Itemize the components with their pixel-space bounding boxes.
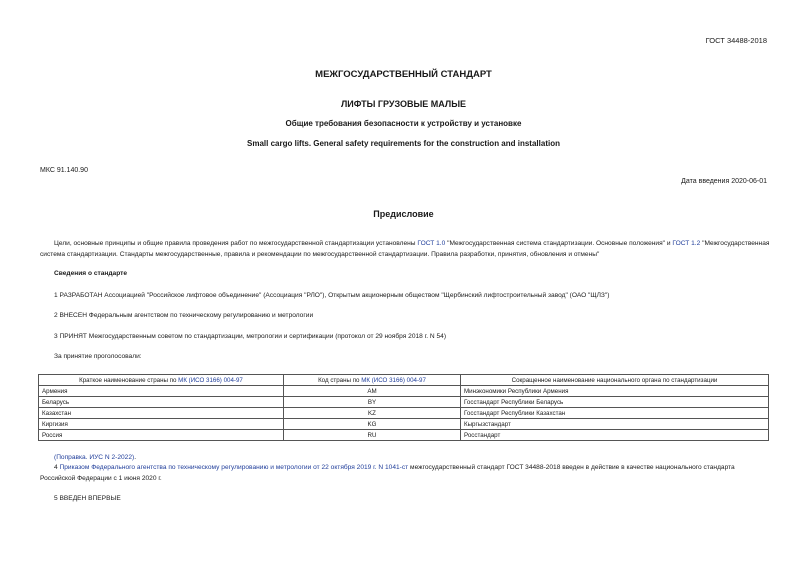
amendment-link[interactable]: (Поправка. ИУС N 2-2022)	[54, 454, 135, 461]
country-cell: Армения	[39, 386, 284, 397]
table-row	[39, 419, 769, 430]
country-code-cell: RU	[284, 430, 461, 441]
amendment-period: .	[134, 454, 137, 461]
country-code-cell: KZ	[284, 408, 461, 419]
info-paragraph-4	[40, 462, 770, 484]
standards-body-cell: Росстандарт	[461, 430, 769, 441]
mks-code: МКС 91.140.90	[40, 167, 88, 174]
standard-type-heading: МЕЖГОСУДАРСТВЕННЫЙ СТАНДАРТ	[315, 69, 492, 80]
document-code: ГОСТ 34488-2018	[705, 36, 767, 45]
info-paragraph-2: 2 ВНЕСЕН Федеральным агентством по техническому регулированию и метрологии	[54, 312, 314, 319]
country-cell: Беларусь	[39, 397, 284, 408]
preface-heading: Предисловие	[373, 209, 434, 219]
amendment-note	[54, 454, 136, 461]
table-row	[39, 397, 769, 408]
standards-body-cell: Минэкономики Республики Армения	[461, 386, 769, 397]
document-title: ЛИФТЫ ГРУЗОВЫЕ МАЛЫЕ	[340, 99, 467, 109]
gost-1-0-link[interactable]: ГОСТ 1.0	[417, 240, 446, 247]
standards-body-cell: Кыргызстандарт	[461, 419, 769, 430]
country-cell: Киргизия	[39, 419, 284, 430]
column-header-body: Сокращенное наименование национального органа по стандартизации	[461, 375, 769, 386]
mk-iso-link[interactable]: МК (ИСО 3166) 004-97	[178, 376, 243, 384]
table-row	[39, 408, 769, 419]
column-header-code	[284, 375, 461, 386]
standards-body-cell: Госстандарт Республики Казахстан	[461, 408, 769, 419]
info-paragraph-5: 5 ВВЕДЕН ВПЕРВЫЕ	[54, 495, 121, 502]
table-row	[39, 430, 769, 441]
table-header-row	[39, 375, 769, 386]
standard-info-heading: Сведения о стандарте	[54, 270, 128, 277]
paragraph-4-number: 4	[54, 464, 60, 471]
column-header-country	[39, 375, 284, 386]
mk-iso-link[interactable]: МК (ИСО 3166) 004-97	[361, 376, 426, 384]
voted-label: За принятие проголосовали:	[54, 353, 142, 360]
country-code-cell: AM	[284, 386, 461, 397]
intro-text-b: "Межгосударственная система стандартизации. Основные положения" и	[445, 240, 673, 247]
info-paragraph-1: 1 РАЗРАБОТАН Ассоциацией "Российское лифтовое объединение" (Ассоциация "РЛО"), Открытым акционерным обществом "Щербинский лифтостроительный завод" (ОАО "ЩЛЗ")	[54, 292, 610, 299]
intro-text-c: "Межгосударственная система стандартизации. Стандарты межгосударственные, правила и рекомендации по межгосударственной стандартизации. Правила разработки, принятия, обновления и отмены"	[40, 240, 770, 258]
country-code-cell: BY	[284, 397, 461, 408]
column-header-country-text: Краткое наименование страны по	[79, 376, 179, 384]
gost-1-2-link[interactable]: ГОСТ 1.2	[672, 240, 701, 247]
info-paragraph-3: 3 ПРИНЯТ Межгосударственным советом по стандартизации, метрологии и сертификации (протокол от 29 ноября 2018 г. N 54)	[54, 333, 447, 340]
table-row	[39, 386, 769, 397]
standards-body-cell: Госстандарт Республики Беларусь	[461, 397, 769, 408]
introduction-date: Дата введения 2020-06-01	[681, 178, 767, 185]
order-link[interactable]: Приказом Федерального агентства по техническому регулированию и метрологии от 22 октября 2019 г. N 1041-ст	[59, 464, 409, 471]
intro-text-a: Цели, основные принципы и общие правила проведения работ по межгосударственной стандартизации установлены	[54, 240, 418, 247]
country-code-cell: KG	[284, 419, 461, 430]
preface-intro-paragraph	[40, 238, 770, 260]
country-cell: Казахстан	[39, 408, 284, 419]
document-subtitle: Общие требования безопасности к устройству и установке	[285, 119, 522, 128]
english-title: Small cargo lifts. General safety requirements for the construction and installation	[247, 139, 560, 148]
country-cell: Россия	[39, 430, 284, 441]
paragraph-4-text: межгосударственный стандарт ГОСТ 34488-2018 введен в действие в качестве национального стандарта Российской Федерации с 1 июня 2020 г.	[40, 464, 735, 482]
column-header-code-text: Код страны по	[318, 376, 362, 384]
voting-countries-table	[38, 374, 769, 441]
